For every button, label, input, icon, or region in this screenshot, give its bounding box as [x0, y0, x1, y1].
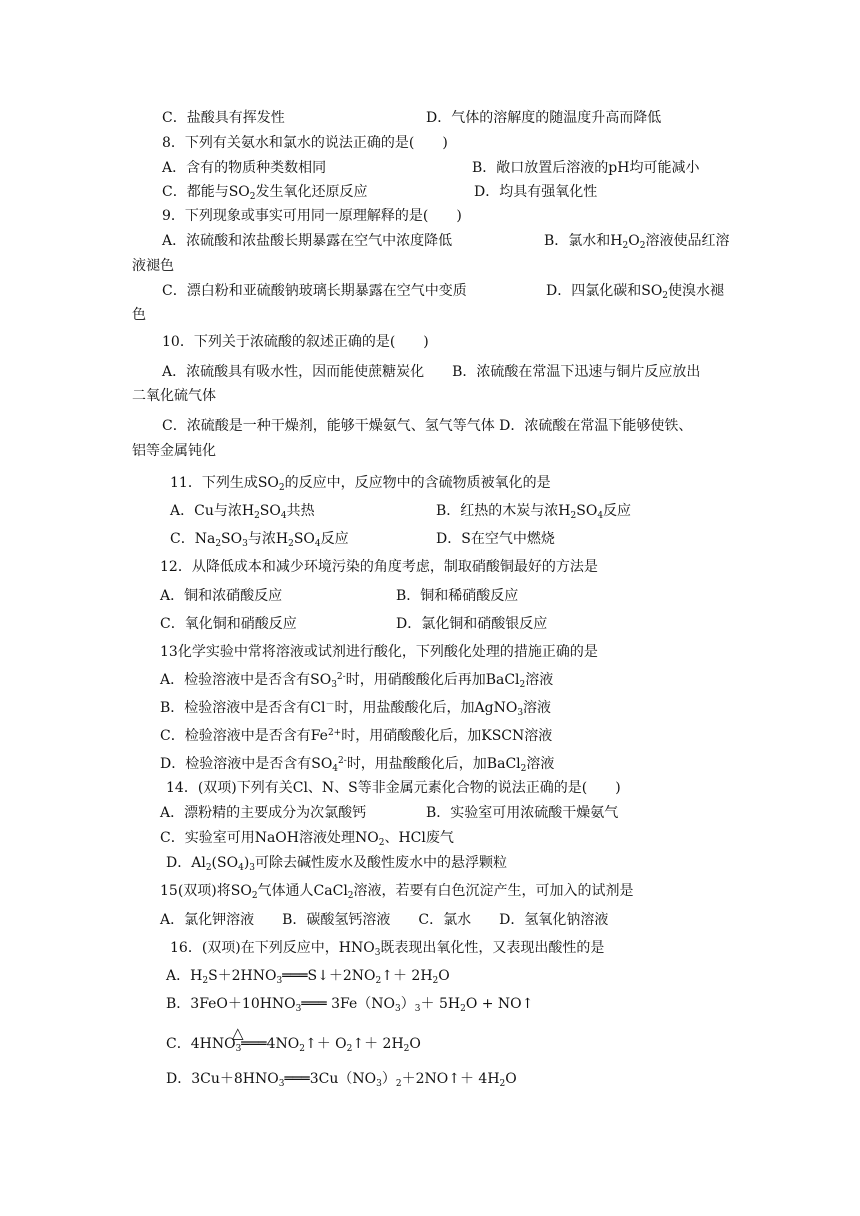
q9-option-c: C．漂白粉和亚硫酸钠玻璃长期暴露在空气中变质	[162, 283, 467, 299]
q12-option-c: C．氧化铜和硝酸反应	[160, 616, 297, 632]
q11-option-a: A．Cu与浓$H_2SO_4$共热	[170, 503, 315, 521]
q16-stem: 16．(双项)在下列反应中，$HNO_3$既表现出氧化性，又表现出酸性的是	[170, 940, 605, 958]
q11-option-c: C．$Na_2SO_3$与浓$H_2SO_4$反应	[170, 531, 349, 549]
q16-option-b: B．$3FeO+10HNO_3═══$ $3Fe(NO_3)_3+ 5H_2O$ + NO↑	[166, 996, 534, 1014]
q12-option-b: B．铜和稀硝酸反应	[396, 588, 519, 604]
q10-options-ab: A．浓硫酸具有吸水性，因而能使蔗糖炭化 B．浓硫酸在常温下迅速与铜片反应放出	[162, 364, 701, 380]
q12-option-a: A．铜和浓硝酸反应	[160, 588, 283, 604]
q14-option-b: B．实验室可用浓硫酸干燥氨气	[426, 805, 619, 821]
q8-option-a: A．含有的物质种类数相同	[162, 160, 327, 176]
q13-option-b: B．检验溶液中是否含有Cl－时，用盐酸酸化后，加AgNO$_3$溶液	[160, 700, 552, 718]
q13-option-a: A．检验溶液中是否含有$SO_3^{2-}$时，用硝酸酸化后再加BaCl$_2$溶液	[160, 672, 554, 690]
q16-option-a: A．$H_2S+2HNO_3═══S↓+2NO_2↑+ 2H_2O$	[166, 968, 450, 986]
q9-option-a: A．浓硫酸和浓盐酸长期暴露在空气中浓度降低	[162, 233, 453, 249]
q13-option-c: C．检验溶液中是否含有$Fe^{2+}$时，用硝酸酸化后，加KSCN溶液	[160, 728, 553, 744]
heat-delta-symbol: △	[232, 1024, 244, 1042]
q9-option-b: B．氯水和$H_2O_2$溶液使品红溶	[544, 233, 730, 251]
q8-option-d: D．均具有强氧化性	[474, 184, 598, 200]
q14-option-c: C．实验室可用NaOH溶液处理$NO_2$、HCl废气	[160, 830, 454, 848]
q9-option-b-continued: 液褪色	[132, 258, 174, 274]
q10-options-cd: C．浓硫酸是一种干燥剂，能够干燥氨气、氢气等气体 D．浓硫酸在常温下能够使铁、	[162, 418, 693, 434]
q7-option-c: C．盐酸具有挥发性	[162, 110, 285, 126]
q15-options: A．氯化钾溶液 B．碳酸氢钙溶液 C．氯水 D．氢氧化钠溶液	[160, 912, 609, 928]
q9-option-d: D．四氯化碳和$SO_2$使溴水褪	[546, 283, 725, 301]
q12-option-d: D．氯化铜和硝酸银反应	[396, 616, 548, 632]
q8-stem: 8．下列有关氨水和氯水的说法正确的是( )	[162, 135, 448, 151]
q11-stem: 11．下列生成$SO_2$的反应中，反应物中的含硫物质被氧化的是	[170, 475, 551, 493]
q11-option-d: D．S在空气中燃烧	[436, 531, 555, 547]
q10-stem: 10．下列关于浓硫酸的叙述正确的是( )	[162, 334, 429, 350]
q15-stem: 15(双项)将$SO_2$气体通人CaCl$_2$溶液，若要有白色沉淀产生，可加入的试剂是	[160, 883, 634, 901]
q10-option-d-continued: 铝等金属钝化	[132, 443, 216, 459]
q14-option-d: D．$Al_2(SO_4)_3$可除去碱性废水及酸性废水中的悬浮颗粒	[166, 855, 508, 873]
q11-option-b: B．红热的木炭与浓$H_2SO_4$反应	[436, 503, 632, 521]
q13-option-d: D．检验溶液中是否含有$SO_4^{2-}$时，用盐酸酸化后，加BaCl$_2$溶液	[160, 756, 555, 774]
q7-option-d: D．气体的溶解度的随温度升高而降低	[426, 110, 662, 126]
q12-stem: 12．从降低成本和减少环境污染的角度考虑，制取硝酸铜最好的方法是	[160, 559, 598, 575]
q8-option-b: B．敞口放置后溶液的pH均可能减小	[472, 160, 700, 176]
q8-option-c: C．都能与$SO_2$发生氧化还原反应	[162, 184, 368, 202]
q16-option-c: C．$4HNO_3═══4NO_2↑+$ $O_2↑+ 2H_2O$	[166, 1036, 421, 1054]
q9-stem: 9．下列现象或事实可用同一原理解释的是( )	[162, 208, 462, 224]
q10-option-b-continued: 二氧化硫气体	[132, 388, 216, 404]
q16-option-d: D．$3Cu+8HNO_3═══3Cu(NO_3)_2+2NO↑+ 4H_2O$	[166, 1071, 517, 1089]
q9-option-d-continued: 色	[132, 307, 146, 323]
q13-stem: 13化学实验中常将溶液或试剂进行酸化，下列酸化处理的措施正确的是	[160, 644, 598, 660]
q14-option-a: A．漂粉精的主要成分为次氯酸钙	[160, 805, 367, 821]
q14-stem: 14．(双项)下列有关Cl、N、S等非金属元素化合物的说法正确的是( )	[166, 780, 621, 796]
